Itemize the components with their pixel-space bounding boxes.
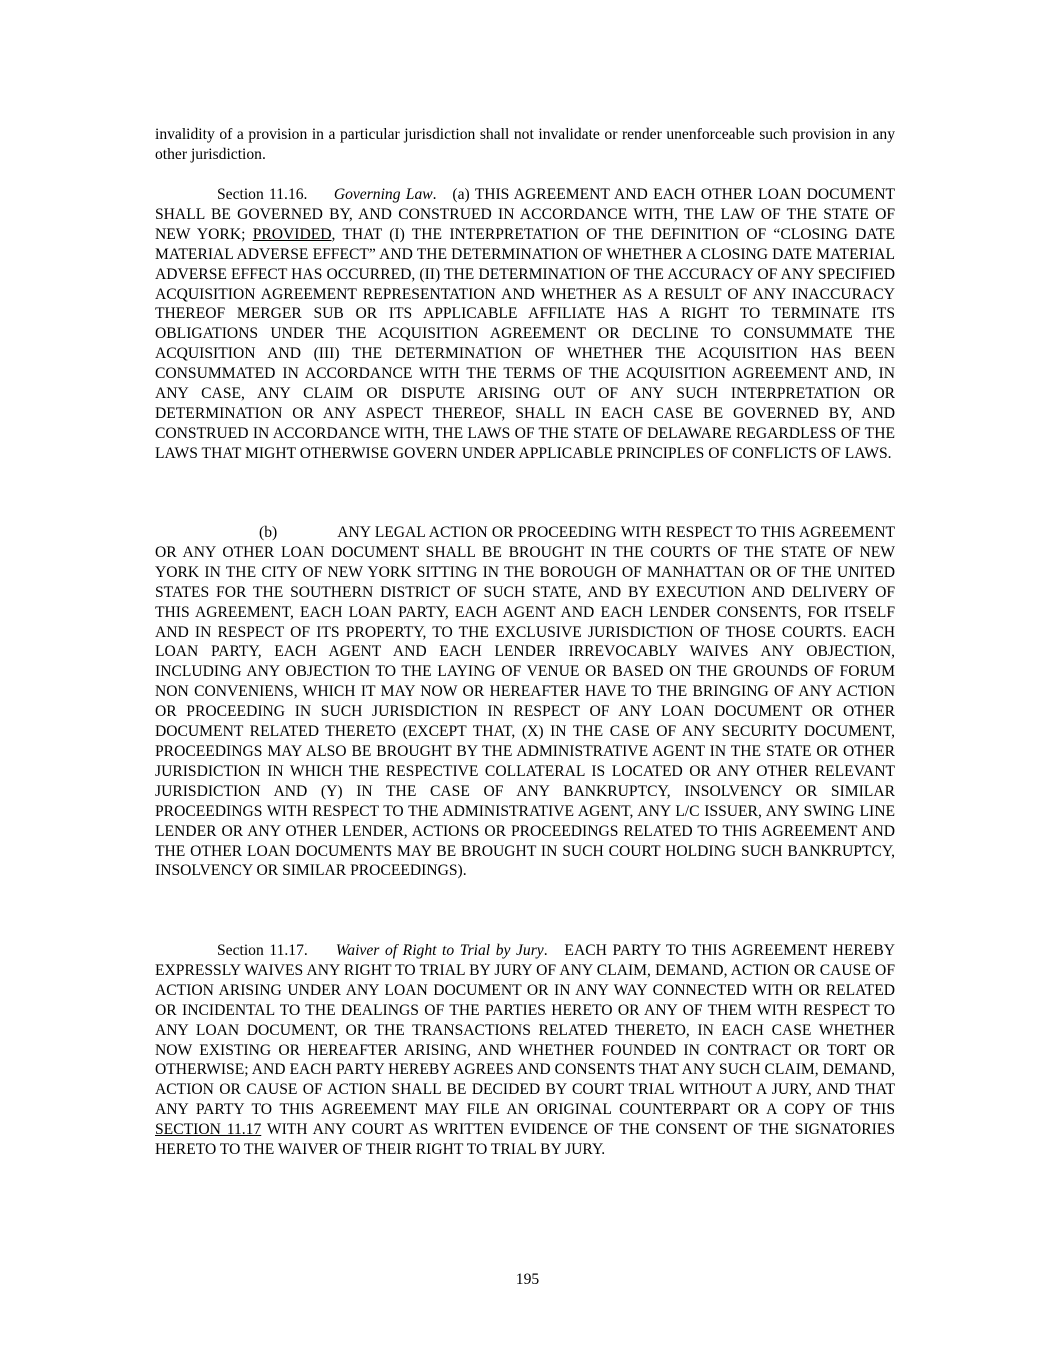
section-11-17-paragraph	[155, 941, 895, 1160]
clause-text: ANY LEGAL ACTION OR PROCEEDING WITH RESPECT TO THIS AGREEMENT OR ANY OTHER LOAN DOCUMENT SHALL BE BROUGHT IN THE COURTS OF THE STATE OF NEW YORK IN THE CITY OF NEW YORK SITTING IN THE BOROUGH OF MANHATTAN OR OF THE UNITED STATES FOR THE SOUTHERN DISTRICT OF SUCH STATE, AND BY EXECUTION AND DELIVERY OF THIS AGREEMENT, EACH LOAN PARTY, EACH AGENT AND EACH LENDER CONSENTS, FOR ITSELF AND IN RESPECT OF ITS PROPERTY, TO THE EXCLUSIVE JURISDICTION OF THOSE COURTS. EACH LOAN PARTY, EACH AGENT AND EACH LENDER IRREVOCABLY WAIVES ANY OBJECTION, INCLUDING ANY OBJECTION TO THE LAYING OF VENUE OR BASED ON THE GROUNDS OF FORUM NON CONVENIENS, WHICH IT MAY NOW OR HEREAFTER HAVE TO THE BRINGING OF ANY ACTION OR PROCEEDING IN SUCH JURISDICTION IN RESPECT OF ANY LOAN DOCUMENT OR OTHER DOCUMENT RELATED THERETO (EXCEPT THAT, (X) IN THE CASE OF ANY SECURITY DOCUMENT, PROCEEDINGS MAY ALSO BE BROUGHT BY THE ADMINISTRATIVE AGENT IN THE STATE OR OTHER JURISDICTION IN WHICH THE RESPECTIVE COLLATERAL IS LOCATED OR ANY OTHER RELEVANT JURISDICTION AND (Y) IN THE CASE OF ANY BANKRUPTCY, INSOLVENCY OR SIMILAR PROCEEDINGS WITH RESPECT TO THE ADMINISTRATIVE AGENT, ANY L/C ISSUER, ANY SWING LINE LENDER OR ANY OTHER LENDER, ACTIONS OR PROCEEDINGS RELATED TO THIS AGREEMENT AND THE OTHER LOAN DOCUMENTS MAY BE BROUGHT IN SUCH COURT HOLDING SUCH BANKRUPTCY, INSOLVENCY OR SIMILAR PROCEEDINGS).	[155, 524, 895, 880]
clause-label: (b)	[259, 524, 278, 541]
section-reference-underlined: SECTION 11.17	[155, 1121, 262, 1139]
section-11-16-b-paragraph	[155, 523, 895, 881]
heading-period: .	[432, 186, 437, 203]
provided-underlined: PROVIDED	[252, 225, 332, 243]
section-11-16-paragraph	[155, 185, 895, 464]
heading-period: .	[543, 942, 548, 959]
clause-label: (a)	[452, 186, 470, 203]
section-number: Section 11.16.	[217, 186, 308, 203]
section-text-part-1: EACH PARTY TO THIS AGREEMENT HEREBY EXPRESSLY WAIVES ANY RIGHT TO TRIAL BY JURY OF ANY CLAIM, DEMAND, ACTION OR CAUSE OF ACTION ARISING UNDER ANY LOAN DOCUMENT OR IN ANY WAY CONNECTED WITH OR RELATED OR INCIDENTAL TO THE DEALINGS OF THE PARTIES HERETO OR ANY OF THEM WITH RESPECT TO ANY LOAN DOCUMENT, OR THE TRANSACTIONS RELATED THERETO, IN EACH CASE WHETHER NOW EXISTING OR HEREAFTER ARISING, AND WHETHER FOUNDED IN CONTRACT OR TORT OR OTHERWISE; AND EACH PARTY HEREBY AGREES AND CONSENTS THAT ANY SUCH CLAIM, DEMAND, ACTION OR CAUSE OF ACTION SHALL BE DECIDED BY COURT TRIAL WITHOUT A JURY, AND THAT ANY PARTY TO THIS AGREEMENT MAY FILE AN ORIGINAL COUNTERPART OR A COPY OF THIS	[155, 942, 895, 1119]
section-heading: Waiver of Right to Trial by Jury	[335, 942, 544, 959]
section-heading: Governing Law	[333, 186, 433, 203]
page-number: 195	[515, 1271, 540, 1288]
continuation-paragraph	[155, 125, 895, 165]
section-number: Section 11.17.	[217, 942, 308, 959]
section-text-part-2: , THAT (I) THE INTERPRETATION OF THE DEFINITION OF “CLOSING DATE MATERIAL ADVERSE EFFECT” AND THE DETERMINATION OF WHETHER A CLOSING DATE MATERIAL ADVERSE EFFECT HAS OCCURRED, (II) THE DETERMINATION OF THE ACCURACY OF ANY SPECIFIED ACQUISITION AGREEMENT REPRESENTATION AND WHETHER AS A RESULT OF ANY INACCURACY THEREOF MERGER SUB OR ITS APPLICABLE AFFILIATE HAS A RIGHT TO TERMINATE ITS OBLIGATIONS UNDER THE ACQUISITION AGREEMENT OR DECLINE TO CONSUMMATE THE ACQUISITION AND (III) THE DETERMINATION OF WHETHER THE ACQUISITION HAS BEEN CONSUMMATED IN ACCORDANCE WITH THE TERMS OF THE ACQUISITION AGREEMENT AND, IN ANY CASE, ANY CLAIM OR DISPUTE ARISING OUT OF ANY SUCH INTERPRETATION OR DETERMINATION OR ANY ASPECT THEREOF, SHALL IN EACH CASE BE GOVERNED BY, AND CONSTRUED IN ACCORDANCE WITH, THE LAWS OF THE STATE OF DELAWARE REGARDLESS OF THE LAWS THAT MIGHT OTHERWISE GOVERN UNDER APPLICABLE PRINCIPLES OF CONFLICTS OF LAWS.	[155, 225, 895, 462]
section-text-part-2: WITH ANY COURT AS WRITTEN EVIDENCE OF THE CONSENT OF THE SIGNATORIES HERETO TO THE WAIVER OF THEIR RIGHT TO TRIAL BY JURY.	[155, 1121, 895, 1159]
section-text-part-1: THIS AGREEMENT AND EACH OTHER LOAN DOCUMENT SHALL BE GOVERNED BY, AND CONSTRUED IN ACCORDANCE WITH, THE LAW OF THE STATE OF NEW YORK;	[155, 186, 895, 243]
continuation-text: invalidity of a provision in a particular jurisdiction shall not invalidate or render unenforceable such provision in any other jurisdiction.	[155, 126, 895, 163]
